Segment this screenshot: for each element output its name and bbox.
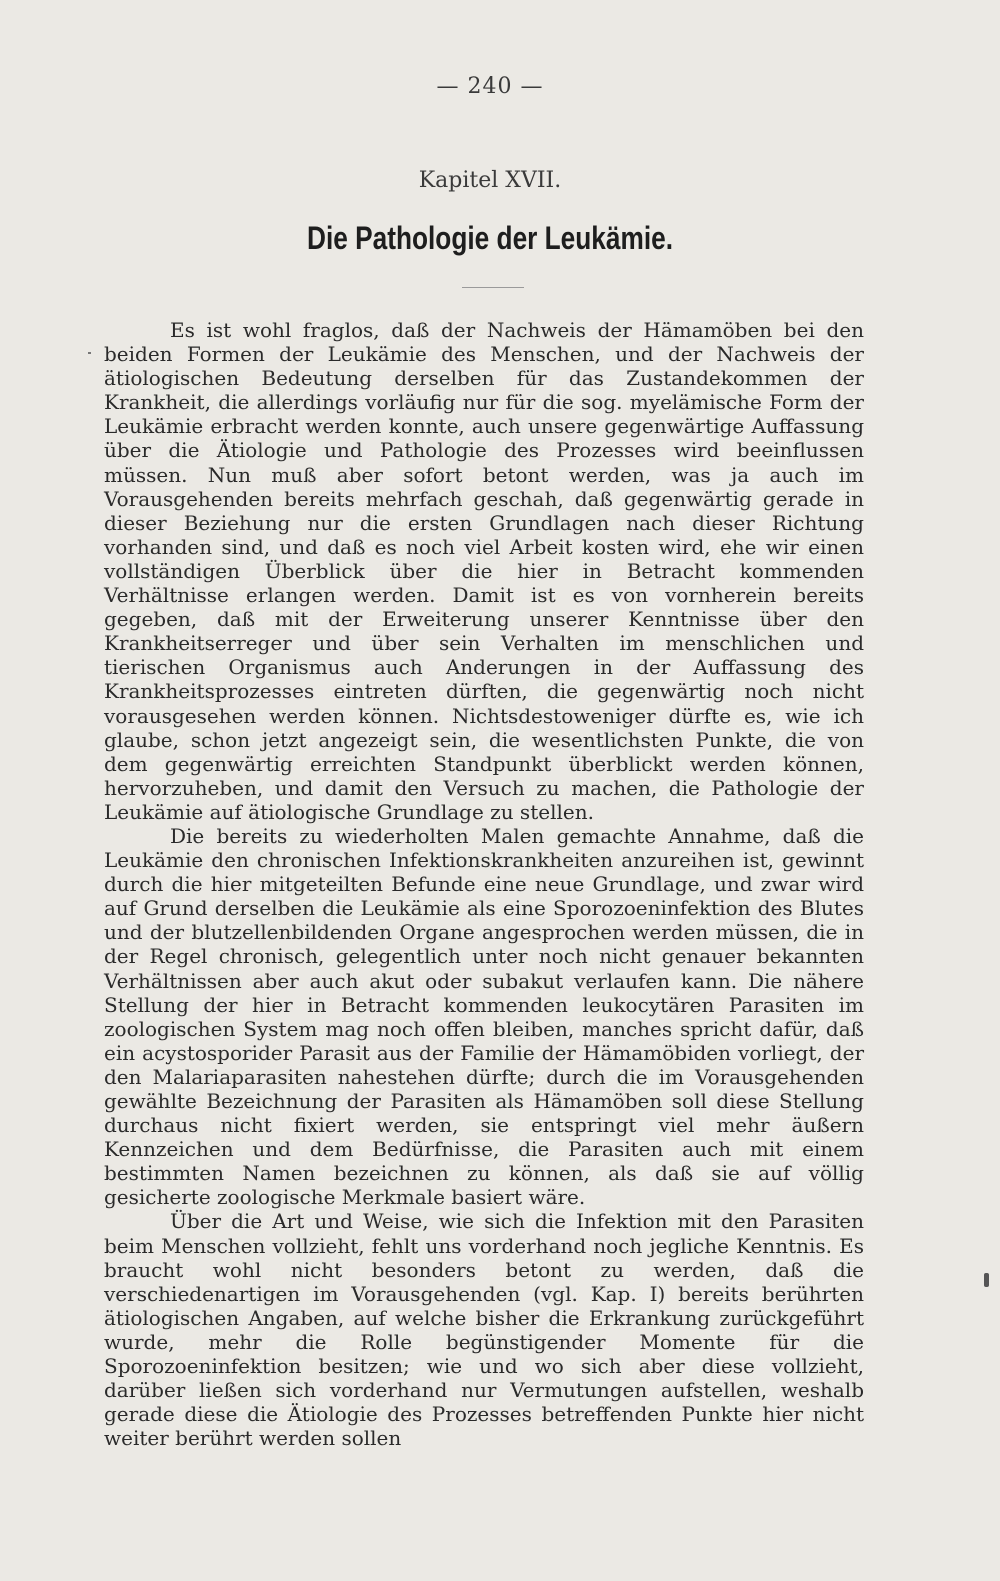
paragraph: Es ist wohl fraglos, daß der Nachweis der Hämamöben bei den beiden Formen der Leukämie des Menschen, und der Nachweis der ätiologischen Bedeutung derselben für das Zustandekommen der Krankheit, die allerdings vorläufig nur für die sog. myelämische Form der Leukämie erbracht werden konnte, auch unsere gegenwärtige Auffassung über die Ätiologie und Pathologie des Prozesses wird beeinflussen müssen. Nun muß aber sofort betont werden, was ja auch im Vorausgehenden bereits mehrfach geschah, daß gegenwärtig gerade in dieser Beziehung nur die ersten Grundlagen nach dieser Richtung vorhanden sind, und daß es noch viel Arbeit kosten wird, ehe wir einen vollständigen Überblick über die hier in Betracht kommenden Verhältnisse erlangen werden. Damit ist es von vornherein bereits gegeben, daß mit der Erweiterung unserer Kenntnisse über den Krankheitserreger und über sein Verhalten im menschlichen und tierischen Organismus auch Anderungen in der Auffassung des Krankheitsprozesses eintreten dürften, die gegenwärtig noch nicht vorausgesehen werden können. Nichtsdestoweniger dürfte es, wie ich glaube, schon jetzt angezeigt sein, die wesentlichsten Punkte, die von dem gegenwärtig erreichten Standpunkt überblickt werden können, hervorzuheben, und damit den Versuch zu machen, die Pathologie der Leukämie auf ätiologische Grundlage zu stellen.: [104, 318, 864, 824]
chapter-label: Kapitel XVII.: [418, 168, 562, 193]
page-number: — 240 —: [436, 74, 544, 99]
title-divider: [462, 287, 524, 288]
page-edge-mark: [984, 1273, 989, 1287]
margin-speck: [88, 352, 91, 354]
paragraph: Über die Art und Weise, wie sich die Infektion mit den Parasiten beim Menschen vollzieht, fehlt uns vorderhand noch jegliche Kenntnis. Es braucht wohl nicht besonders betont zu werden, daß die verschiedenartigen im Vorausgehenden (vgl. Kap. I) bereits berührten ätiologischen Angaben, auf welche bisher die Erkrankung zurückgeführt wurde, mehr die Rolle begünstigender Momente für die Sporozoeninfektion besitzen; wie und wo sich aber diese vollzieht, darüber ließen sich vorderhand nur Vermutungen aufstellen, weshalb gerade diese die Ätiologie des Prozesses betreffenden Punkte hier nicht weiter berührt werden sollen: [104, 1209, 864, 1451]
chapter-body: [104, 318, 864, 1450]
chapter-title: Die Pathologie der Leukämie.: [306, 220, 674, 256]
paragraph: Die bereits zu wiederholten Malen gemachte Annahme, daß die Leukämie den chronischen Infektionskrankheiten anzureihen ist, gewinnt durch die hier mitgeteilten Befunde eine neue Grundlage, und zwar wird auf Grund derselben die Leukämie als eine Sporozoeninfektion des Blutes und der blutzellenbildenden Organe angesprochen werden müssen, die in der Regel chronisch, gelegentlich unter noch nicht genauer bekannten Verhältnissen aber auch akut oder subakut verlaufen kann. Die nähere Stellung der hier in Betracht kommenden leukocytären Parasiten im zoologischen System mag noch offen bleiben, manches spricht dafür, daß ein acystosporider Parasit aus der Familie der Hämamöbiden vorliegt, der den Malariaparasiten nahestehen dürfte; durch die im Vorausgehenden gewählte Bezeichnung der Parasiten als Hämamöben soll diese Stellung durchaus nicht fixiert werden, sie entspringt viel mehr äußern Kennzeichen und dem Bedürfnisse, die Parasiten auch mit einem bestimmten Namen bezeichnen zu können, als daß sie auf völlig gesicherte zoologische Merkmale basiert wäre.: [104, 823, 864, 1210]
